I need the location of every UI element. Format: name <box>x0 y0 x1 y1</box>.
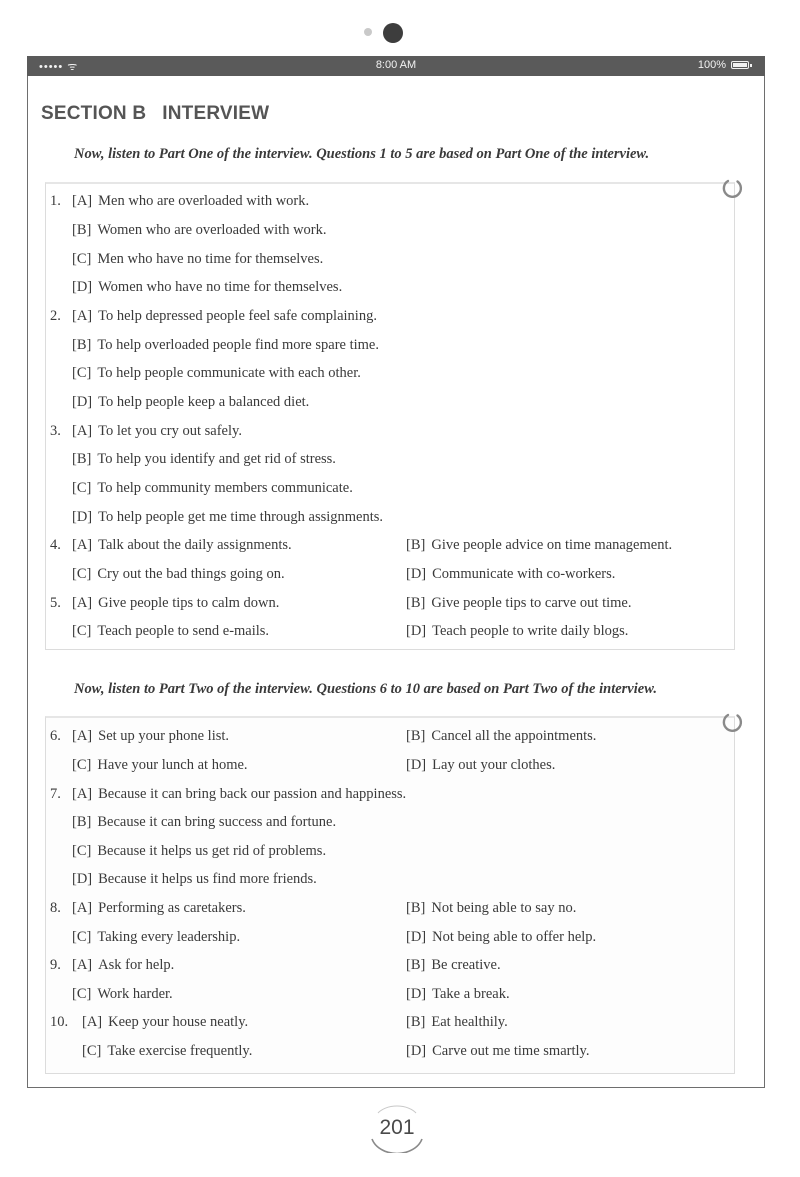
option-letter: [D] <box>406 566 427 582</box>
option-letter: [D] <box>406 1043 427 1059</box>
question-6-option-c[interactable] <box>72 757 248 774</box>
option-text: To help overloaded people find more spare time. <box>97 337 379 353</box>
section-label: SECTION B <box>41 103 147 124</box>
option-text: Not being able to offer help. <box>432 929 597 945</box>
option-text: Because it can bring back our passion and happiness. <box>98 786 407 802</box>
option-text: Communicate with co-workers. <box>432 566 616 582</box>
option-letter: [C] <box>72 480 92 496</box>
option-text: To help you identify and get rid of stress. <box>97 451 336 467</box>
question-number: 2. <box>50 308 61 324</box>
question-8-option-d[interactable] <box>406 929 596 946</box>
question-7-option-d[interactable] <box>72 871 317 888</box>
part-two-instruction: Now, listen to Part Two of the interview. Questions 6 to 10 are based on Part Two of the interview. <box>74 681 657 697</box>
question-9-option-d[interactable] <box>406 986 510 1003</box>
option-letter: [D] <box>406 623 427 639</box>
option-letter: [C] <box>72 365 92 381</box>
option-text: Talk about the daily assignments. <box>98 537 292 553</box>
option-text: Give people tips to carve out time. <box>431 595 632 611</box>
question-2-option-b[interactable] <box>72 337 379 354</box>
question-10-option-d[interactable] <box>406 1043 589 1060</box>
option-letter: [D] <box>72 871 93 887</box>
question-1-option-a[interactable] <box>50 193 309 210</box>
option-letter: [A] <box>72 728 93 744</box>
replay-icon[interactable] <box>720 176 744 200</box>
question-5-option-a[interactable] <box>50 595 279 612</box>
option-letter: [B] <box>406 1014 426 1030</box>
option-text: To help depressed people feel safe complaining. <box>98 308 377 324</box>
option-letter: [D] <box>406 929 427 945</box>
option-text: To help people communicate with each other. <box>97 365 361 381</box>
signal-indicator: ••••• ᯤ <box>39 61 79 73</box>
option-text: Because it helps us get rid of problems. <box>97 843 327 859</box>
question-6-option-d[interactable] <box>406 757 555 774</box>
option-letter: [C] <box>72 929 92 945</box>
question-7-option-c[interactable] <box>72 843 326 860</box>
option-text: Ask for help. <box>98 957 175 973</box>
device-camera <box>0 22 800 46</box>
status-time: 8:00 AM <box>375 59 417 71</box>
option-text: Cry out the bad things going on. <box>97 566 285 582</box>
question-5-option-b[interactable] <box>406 595 631 612</box>
option-text: Take a break. <box>432 986 510 1002</box>
option-letter: [B] <box>406 595 426 611</box>
question-number: 9. <box>50 957 61 973</box>
question-5-option-c[interactable] <box>72 623 269 640</box>
question-1-option-c[interactable] <box>72 251 323 268</box>
battery-percent: 100% <box>697 59 726 71</box>
option-letter: [C] <box>72 251 92 267</box>
question-4-option-a[interactable] <box>50 537 292 554</box>
question-6-option-b[interactable] <box>406 728 596 745</box>
question-5-option-d[interactable] <box>406 623 628 640</box>
option-text: Set up your phone list. <box>98 728 230 744</box>
camera-sensor-icon <box>364 28 372 36</box>
question-8-option-b[interactable] <box>406 900 576 917</box>
option-text: Be creative. <box>431 957 501 973</box>
option-letter: [C] <box>72 757 92 773</box>
option-text: Lay out your clothes. <box>432 757 556 773</box>
option-text: Carve out me time smartly. <box>432 1043 590 1059</box>
question-9-option-c[interactable] <box>72 986 173 1003</box>
option-letter: [C] <box>72 843 92 859</box>
question-2-option-a[interactable] <box>50 308 377 325</box>
option-letter: [D] <box>72 279 93 295</box>
option-text: Women who have no time for themselves. <box>98 279 343 295</box>
option-text: Teach people to write daily blogs. <box>432 623 629 639</box>
option-text: Men who are overloaded with work. <box>98 193 310 209</box>
question-10-option-b[interactable] <box>406 1014 508 1031</box>
question-8-option-a[interactable] <box>50 900 246 917</box>
question-4-option-b[interactable] <box>406 537 672 554</box>
option-letter: [A] <box>72 900 93 916</box>
option-letter: [B] <box>406 537 426 553</box>
page-number <box>366 1105 428 1153</box>
question-10-option-a[interactable] <box>50 1014 248 1031</box>
option-text: Men who have no time for themselves. <box>97 251 324 267</box>
option-text: Because it helps us find more friends. <box>98 871 317 887</box>
section-heading <box>41 103 269 125</box>
option-letter: [D] <box>72 509 93 525</box>
option-text: Give people tips to calm down. <box>98 595 280 611</box>
question-10-option-c[interactable] <box>82 1043 252 1060</box>
option-letter: [B] <box>72 451 92 467</box>
option-letter: [C] <box>72 986 92 1002</box>
section-title: INTERVIEW <box>162 103 270 124</box>
option-text: To help people get me time through assignments. <box>98 509 384 525</box>
option-text: Keep your house neatly. <box>108 1014 249 1030</box>
option-letter: [A] <box>72 308 93 324</box>
question-3-option-c[interactable] <box>72 480 353 497</box>
option-text: To let you cry out safely. <box>98 423 242 439</box>
battery-icon <box>731 61 749 69</box>
option-letter: [C] <box>72 623 92 639</box>
question-2-option-c[interactable] <box>72 365 361 382</box>
option-letter: [A] <box>82 1014 103 1030</box>
battery-indicator <box>698 59 749 71</box>
question-number: 3. <box>50 423 61 439</box>
question-6-option-a[interactable] <box>50 728 229 745</box>
question-number: 5. <box>50 595 61 611</box>
option-letter: [A] <box>72 423 93 439</box>
option-letter: [D] <box>406 986 427 1002</box>
option-letter: [A] <box>72 957 93 973</box>
question-number: 6. <box>50 728 61 744</box>
question-9-option-b[interactable] <box>406 957 501 974</box>
status-bar <box>27 56 765 76</box>
camera-lens-icon <box>383 23 403 43</box>
option-text: To help people keep a balanced diet. <box>98 394 310 410</box>
option-letter: [B] <box>72 337 92 353</box>
option-letter: [A] <box>72 786 93 802</box>
question-number: 4. <box>50 537 61 553</box>
option-letter: [B] <box>406 957 426 973</box>
question-8-option-c[interactable] <box>72 929 240 946</box>
question-number: 10. <box>50 1014 69 1030</box>
option-text: Take exercise frequently. <box>107 1043 253 1059</box>
option-letter: [B] <box>406 900 426 916</box>
option-text: Not being able to say no. <box>431 900 577 916</box>
option-letter: [D] <box>72 394 93 410</box>
option-text: Performing as caretakers. <box>98 900 246 916</box>
part-one-instruction: Now, listen to Part One of the interview. Questions 1 to 5 are based on Part One of the interview. <box>74 146 650 162</box>
question-4-option-d[interactable] <box>406 566 615 583</box>
option-letter: [D] <box>406 757 427 773</box>
option-letter: [A] <box>72 595 93 611</box>
question-7-option-b[interactable] <box>72 814 336 831</box>
option-letter: [B] <box>72 222 92 238</box>
question-1-option-d[interactable] <box>72 279 342 296</box>
option-letter: [B] <box>406 728 426 744</box>
option-letter: [C] <box>72 566 92 582</box>
option-text: Eat healthily. <box>431 1014 508 1030</box>
option-text: Because it can bring success and fortune. <box>97 814 337 830</box>
option-letter: [A] <box>72 193 93 209</box>
question-1-option-b[interactable] <box>72 222 327 239</box>
question-7-option-a[interactable] <box>50 786 406 803</box>
question-3-option-d[interactable] <box>72 509 383 526</box>
option-text: Give people advice on time management. <box>431 537 673 553</box>
question-3-option-b[interactable] <box>72 451 336 468</box>
option-text: Teach people to send e-mails. <box>97 623 270 639</box>
option-letter: [B] <box>72 814 92 830</box>
page-number-text: 201 <box>379 1116 415 1139</box>
option-letter: [C] <box>82 1043 102 1059</box>
question-number: 1. <box>50 193 61 209</box>
option-text: Have your lunch at home. <box>97 757 248 773</box>
option-text: Cancel all the appointments. <box>431 728 597 744</box>
option-letter: [A] <box>72 537 93 553</box>
replay-icon[interactable] <box>720 710 744 734</box>
option-text: Taking every leadership. <box>97 929 241 945</box>
option-text: Work harder. <box>97 986 173 1002</box>
option-text: To help community members communicate. <box>97 480 353 496</box>
question-4-option-c[interactable] <box>72 566 285 583</box>
question-number: 7. <box>50 786 61 802</box>
question-3-option-a[interactable] <box>50 423 242 440</box>
question-2-option-d[interactable] <box>72 394 309 411</box>
option-text: Women who are overloaded with work. <box>97 222 327 238</box>
question-9-option-a[interactable] <box>50 957 174 974</box>
question-number: 8. <box>50 900 61 916</box>
